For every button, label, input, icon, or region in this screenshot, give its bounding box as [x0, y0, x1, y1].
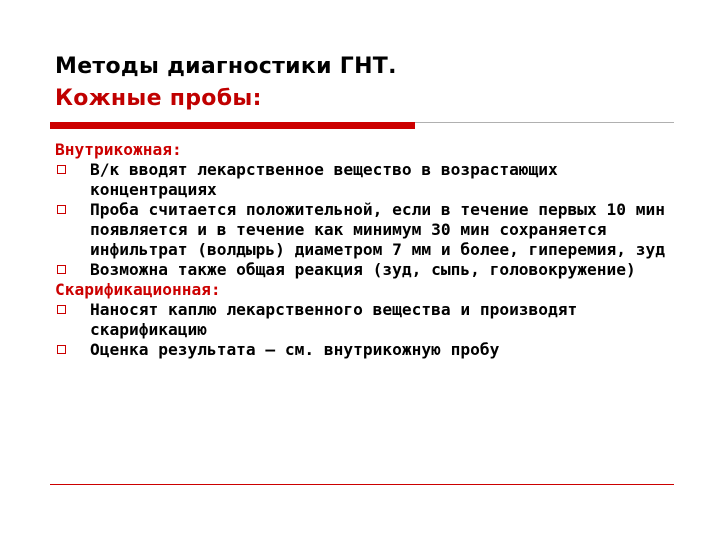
list-item: [55, 260, 675, 280]
list-item-text: Оценка результата – см. внутрикожную пробу: [90, 340, 500, 359]
list-item-text: Наносят каплю лекарственного вещества и производят скарификацию: [90, 300, 578, 339]
slide-content: [55, 140, 675, 360]
section-heading-intradermal: Внутрикожная:: [55, 140, 182, 159]
title-accent-bar: [50, 122, 415, 129]
list-item: [55, 300, 675, 340]
list-item: [55, 340, 675, 360]
section-heading-scarification: Скарификационная:: [55, 280, 221, 299]
slide-title: Методы диагностики ГНТ.: [55, 54, 397, 79]
square-bullet-icon: [57, 165, 66, 174]
list-item-text: Проба считается положительной, если в течение первых 10 мин появляется и в течение как минимум 30 мин сохраняется инфильтрат (волдырь) диаметром 7 мм и более, гиперемия, зуд: [90, 200, 665, 259]
list-item: [55, 200, 675, 260]
square-bullet-icon: [57, 305, 66, 314]
slide-subtitle: Кожные пробы:: [55, 86, 262, 111]
list-item: [55, 160, 675, 200]
square-bullet-icon: [57, 265, 66, 274]
list-item-text: Возможна также общая реакция (зуд, сыпь, головокружение): [90, 260, 636, 279]
square-bullet-icon: [57, 345, 66, 354]
square-bullet-icon: [57, 205, 66, 214]
list-item-text: В/к вводят лекарственное вещество в возрастающих концентрациях: [90, 160, 558, 199]
footer-divider-line: [50, 484, 674, 485]
